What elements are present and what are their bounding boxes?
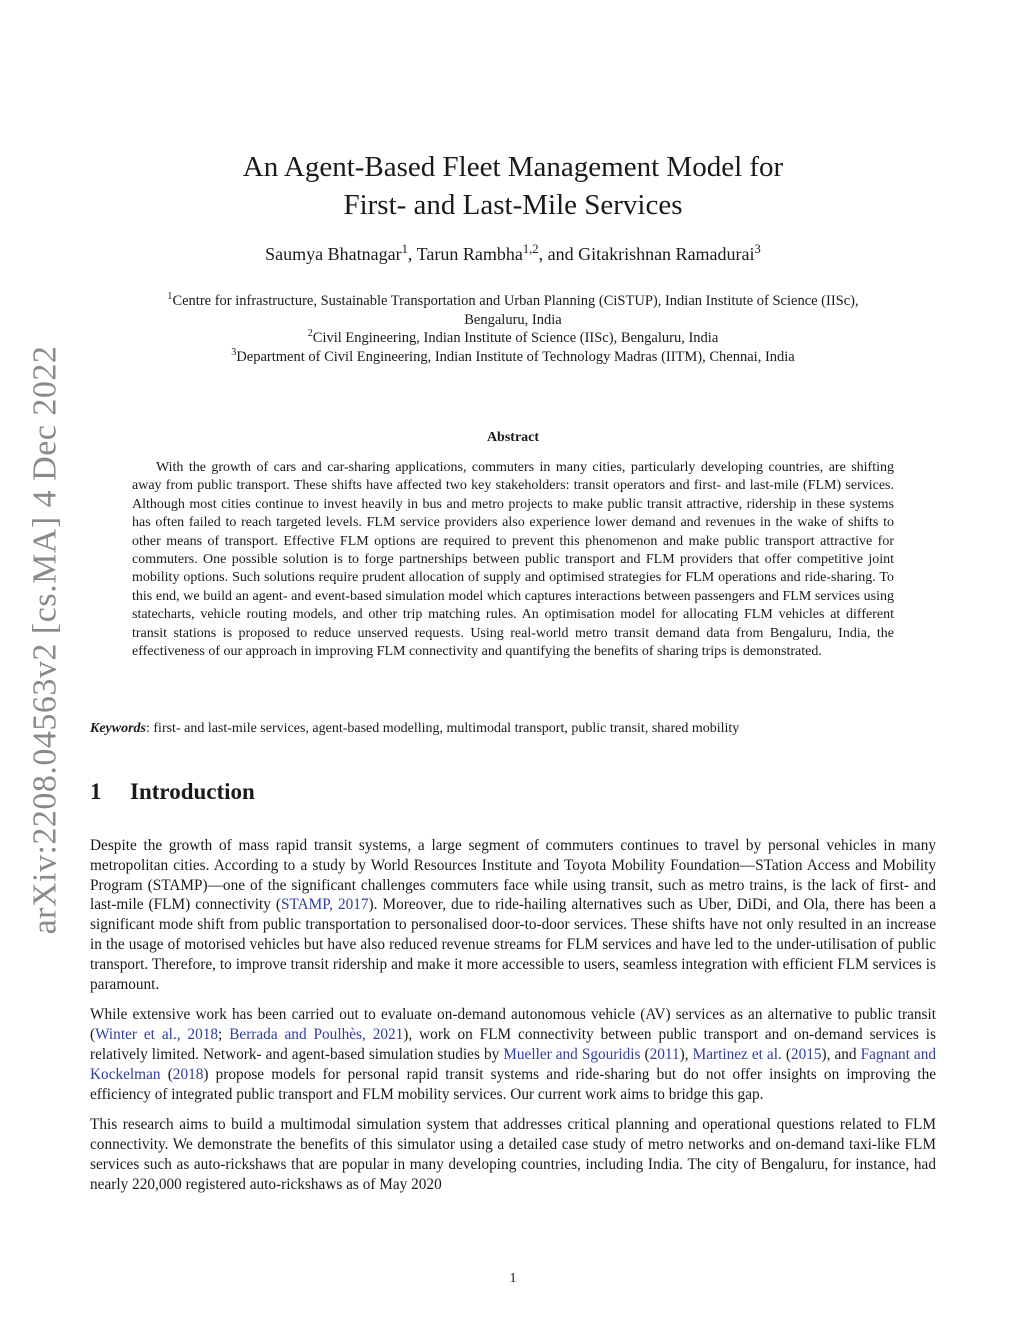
citation-link[interactable]: 2017	[337, 896, 369, 914]
citation-link[interactable]: Mueller and Sgouridis	[503, 1045, 641, 1063]
section-title: Introduction	[130, 779, 255, 804]
arxiv-identifier: arXiv:2208.04563v2 [cs.MA] 4 Dec 2022	[26, 345, 64, 935]
affiliation-2: $^2$Civil Engineering, Indian Institute of Science (IISc), Bengaluru, India	[307, 328, 719, 346]
section-heading	[90, 779, 936, 805]
author-list: Saumya Bhatnagar$^1$, Tarun Rambha$^{1,2}$, and Gitakrishnan Ramadurai$^3$	[265, 242, 761, 264]
citation-link[interactable]: Fagnant and Kockelman	[90, 1045, 936, 1083]
paragraph: Despite the growth of mass rapid transit systems, a large segment of commuters continues to travel by personal vehicles in many metropolitan cities. According to a study by World Resources Institute and Toyota Mobility Foundation—STation Access and Mobility Program (STAMP)—one of the significant challenges commuters face while using transit, such as metro trains, is the lack of first- and last-mile (FLM) connectivity (STAMP, 2017). Moreover, due to ride-hailing alternatives such as Uber, DiDi, and Ola, there has been a significant mode shift from public transportation to personalised door-to-door services. These shifts have not only resulted in an increase in the usage of motorised vehicles but have also reduced revenue streams for FLM services and have led to the under-utilisation of public transport. Therefore, to improve transit ridership and make it more accessible to users, seamless integration with efficient FLM services is paramount.	[90, 837, 936, 993]
abstract-heading: Abstract	[486, 430, 540, 445]
author-affil-sup: 1,2	[522, 242, 539, 256]
title-line-1: An Agent-Based Fleet Management Model for	[242, 151, 784, 183]
affiliation-3: $^3$Department of Civil Engineering, Indian Institute of Technology Madras (IITM), Chennai, India	[231, 346, 795, 365]
affiliations	[90, 292, 936, 366]
citation-link[interactable]: 2018	[172, 1065, 204, 1083]
author-name: Saumya Bhatnagar	[265, 244, 402, 264]
citation-link[interactable]: 2011	[649, 1045, 680, 1063]
author-affil-sup: 3	[754, 242, 761, 256]
keywords-text: : first- and last-mile services, agent-based modelling, multimodal transport, public transit, shared mobility	[146, 721, 740, 736]
paragraph: While extensive work has been carried out to evaluate on-demand autonomous vehicle (AV) services as an alternative to public transit (Winter et al., 2018; Berrada and Poulhès, 2021), work on FLM connectivity between public transport and on-demand services is relatively limited. Network- and agent-based simulation studies by Mueller and Sgouridis (2011), Martinez et al. (2015), and Fagnant and Kockelman (2018) propose models for personal rapid transit systems and ride-sharing but do not offer insights on improving the efficiency of integrated public transport and FLM mobility services. Our current work aims to bridge this gap.	[90, 1006, 937, 1103]
citation-link[interactable]: 2015	[790, 1045, 822, 1063]
citation-link[interactable]: Martinez et al.	[692, 1045, 782, 1063]
affiliation-1-cont: Bengaluru, India	[464, 311, 562, 328]
title-line-2: First- and Last-Mile Services	[343, 189, 683, 221]
affiliation-1: $^1$Centre for infrastructure, Sustainable Transportation and Urban Planning (CiSTUP), Indian Institute of Science (IISc),	[167, 291, 859, 309]
abstract-body: With the growth of cars and car-sharing applications, commuters in many cities, particularly developing countries, are shifting away from public transport. These shifts have affected two key stakeholders: transit operators and first- and last-mile (FLM) services. Although most cities continue to invest heavily in bus and metro projects to make public transit attractive, ridership in these systems has often failed to reach targeted levels. FLM service providers also experience lower demand and revenues in the wake of shifts to other means of transport. Effective FLM options are required to prevent this phenomenon and make public transport attractive for commuters. One possible solution is to forge partnerships between public transport and FLM providers that offer competitive joint mobility options. Such solutions require prudent allocation of supply and optimised strategies for FLM operations and ride-sharing. To this end, we build an agent- and event-based simulation model which captures interactions between passengers and FLM services using statecharts, vehicle routing models, and other trip matching rules. An optimisation model for allocating FLM vehicles at different transit stations is proposed to reduce unserved requests. Using real-world metro transit demand data from Bengaluru, India, the effectiveness of our approach in improving FLM connectivity and quantifying the benefits of sharing trips is demonstrated.	[132, 460, 894, 660]
arxiv-stamp	[20, 345, 70, 935]
paragraph: This research aims to build a multimodal simulation system that addresses critical planning and operational questions related to FLM connectivity. We demonstrate the benefits of this simulator using a detailed case study of metro networks and on-demand taxi-like FLM services such as auto-rickshaws that are popular in many developing countries, including India. The city of Bengaluru, for instance, had nearly 220,000 registered auto-rickshaws as of May 2020	[90, 1116, 936, 1193]
keywords-label: Keywords	[90, 721, 146, 736]
author-affil-sup: 1	[401, 242, 408, 256]
author-name: Tarun Rambha	[416, 244, 523, 264]
keywords	[90, 721, 936, 737]
citation-link[interactable]: Berrada and Poulhès, 2021	[229, 1026, 404, 1044]
paper-title	[90, 148, 936, 224]
introduction-body	[90, 836, 936, 1206]
citation-link[interactable]: STAMP	[280, 896, 330, 914]
section-number: 1	[90, 779, 102, 804]
author-name: Gitakrishnan Ramadurai	[578, 244, 755, 264]
page-number: 1	[509, 1271, 517, 1286]
citation-link[interactable]: Winter et al., 2018	[95, 1026, 219, 1044]
